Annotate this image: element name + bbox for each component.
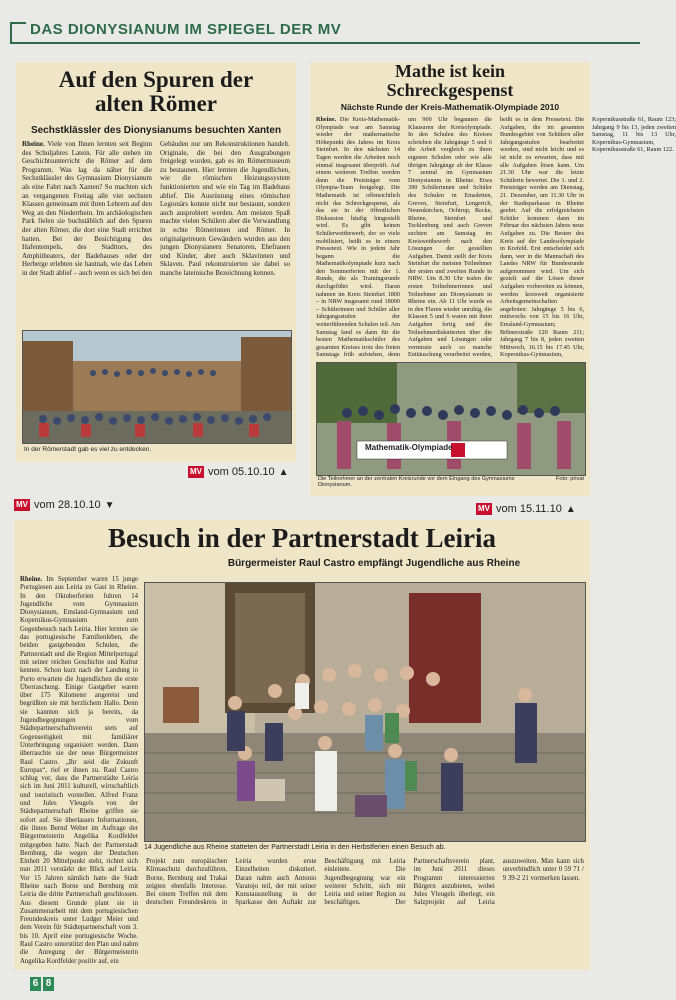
- roemer-photo-svg: [23, 331, 291, 443]
- article-leiria: [14, 520, 590, 970]
- dateline: Rheine.: [20, 576, 43, 583]
- mv-date-0510: vom 05.10.10: [208, 466, 275, 478]
- leiria-photo-svg: [145, 583, 585, 841]
- triangle-down-icon: ▼: [104, 499, 115, 511]
- leiria-group-photo: [144, 582, 586, 842]
- article-roemer-headline: Auf den Spuren der alten Römer: [58, 67, 254, 117]
- roemer-group-photo: [22, 330, 292, 444]
- article-mathe-headline: Mathe ist kein Schreckgespenst: [386, 61, 514, 100]
- header-title: DAS DIONYSIANUM IM SPIEGEL DER MV: [30, 21, 342, 38]
- article-leiria-body-cont: [146, 858, 584, 966]
- mv-date-2810: vom 28.10.10: [34, 499, 101, 511]
- triangle-up-icon: ▲: [278, 466, 289, 478]
- mv-date-1511: vom 15.11.10: [496, 503, 562, 515]
- page-number-digit-1: 6: [30, 977, 41, 991]
- mv-logo: MV: [16, 500, 28, 509]
- article-leiria-body: Rheine. Im September waren 15 junge Portugiesen aus Leiria zu Gast in Rheine. In den Oktoberferien fuhren 14 Jugendliche vom Gymnasium Dionysianum, Emsland-Gymnasium und Kopernikus-Gymnasium zum Gegenbesuch nach Leiria. Hier lernten sie das portugiesische Familienleben, die beiden gastgebenden Schulen, die Partnerstadt und die Region Mittelportugal mit seiner reichen Geschichte und Kultur kennen. Schon kurz nach der Landung in Porto erwartete die Jugendlichen die erste Überraschung. Einige Gastgeber waren über 175 Kilometer angereist und begrüßten sie mit herzlichem Hallo. Denn sie kannten sich ja bereits, da Jugendbegegnungen vom Städtepartnerschaftsverein stets auf Gegenseitigkeit mit familiärer Unterbringung organisiert werden. Dann überraschte sie der neue Bürgermeister Raul Castro. „Ihr seid die Zukunft Europas“, rief er ihnen zu. Raul Castro schlug vor, dass die Partnerstädte Leiria sich im Juni 2011 kulturell, wirtschaftlich und touristisch vorstellen. Alfred Franz und Jules Vleugels von der Städtepartnerschaft Rheine griffen sie sofort auf. Sie überlassen Informationen, die ihnen Bernd Weber im Auftrage der Bürgermeisterin Angelika Kordfelder mitgegeben hatte. Nach der Partnerstadt Bernburg, die wegen der Deutschen Einheit 20 Mittelpunkt steht, richtet sich nun 2011 verstärkt der Blick auf Leiria. Vor 15 Jahren nämlich hatte die Stadt Rheine nach Borne und Bernburg mit Leiria die dritte Partnerschaft geschlossen. Aus diesem Grunde plant sie in Zusammenarbeit mit dem portugiesischen Freundeskreis unter Ludger Meier und dem Verein für Städtepartnerschaft vom 3. bis 10. April eine portugiesische Woche. Raul Castro unterstützt den Plan und nahm die Anregung der Bürgermeisterin Angelika Kordfelder positiv auf, ein: [20, 576, 138, 965]
- mathe-group-photo: [316, 362, 586, 476]
- roemer-photo-caption: In der Römerstadt gab es viel zu entdecken.: [24, 446, 152, 453]
- page-number-digit-2: 8: [43, 977, 54, 991]
- mv-stamp-1511: [476, 503, 576, 515]
- article-roemer: [16, 62, 296, 462]
- header-bracket: [10, 22, 26, 44]
- article-leiria-subhead: Bürgermeister Raul Castro empfängt Jugendliche aus Rheine: [227, 558, 521, 569]
- mv-logo: MV: [190, 467, 202, 476]
- triangle-up-icon: ▲: [565, 503, 576, 515]
- mathe-photo-caption: Die Teilnehmer an der zentralen Kreisrunde vor dem Eingang des Gymnasiums Dionysianum.: [318, 476, 515, 488]
- article-mathe-subhead: Nächste Runde der Kreis-Mathematik-Olympiade 2010: [340, 102, 560, 112]
- mv-stamp-2810: [14, 499, 115, 511]
- article-leiria-headline: Besuch in der Partnerstadt Leiria: [108, 523, 496, 553]
- article-mathe: [310, 61, 676, 496]
- article-roemer-subhead: Sechstklässler des Dionysianums besuchten Xanten: [30, 125, 282, 136]
- article-roemer-body: Rheine. Viele von Ihnen lernten seit Beginn des Schuljahres Latein. Für alle stehen im Geschichtsunterricht die Römer auf dem Programm. Was lag da näher für die Sechstklässler des Gymnasium Dionysianum als eine Fahrt nach Xanten? So machten sich an vergangenen Freitag alle vier sechsten Klassen gemeinsam mit ihren Lehrern auf den Weg an den Niederrhein. Im archäologischen Park fielen sie buchstäblich auf den Spuren der alten Römer, die dort eine Stadt errichtet hatten. Bei der Besichtigung des Hafentempels, des Stadttors, des Amphitheaters, der Badehauses oder der Herberge erlebten sie hautnah, wie das Leben in der Stadt ablief – auch wenn es sich bei den Gebäuden nur um Rekonstruktionen handelt. Originale, die bei den Ausgrabungen freigelegt wurden, gab es im Römermuseum zu bestaunen. Hier lernten die Jugendlichen, wie die römischen Heizungssystem funktionierten und wie ein Tag im Badehaus ablief. Die Ausrüstung eines römischen Legionärs konnte nicht nur bestaunt, sondern auch ausprobiert werden. Am meisten Spaß machte vielen Schülern aber die Verwandlung in echte Römerinnen und Römer. In originalgetreuen Gewändern wurden aus den jungen Dionysianern Senatoren, Ehefrauen und Kinder, aber auch Sklavinnen und Sklaven. Paul rekonstruierten sie dabei so manche lateinische Bezeichnung kennen.: [22, 140, 290, 277]
- article-leiria-body-continued-note: Projekt zum europäischen Klimaschutz durchzuführen. Borne, Bernburg und Trakai zeigten ebenfalls Interesse. Bei einem Treffen mit dem deutschen Freundeskreis in Leiria wurden erste Einzelheiten diskutiert. Daran nahm auch Antonio Varatojo teil, der mit seiner Kunstausstellung in der Sparkasse den Auftakt zur Beschäftigung mit Leiria einleitete. Die Jugendbegegnung war ein weiterer Schritt, sich mit Leiria und seiner Region zu beschäftigen. Der Partnerschaftsverein plant, im Juni 2011 dieses Programm interessierten Bürgern anzubieten, wobei Jules Vleugels überlegt, ein Salzprojekt auf Leiria auszuweiten. Man kann sich unverbindlich unter 0 59 71 / 9 39-2 21 vormerken lassen.: [146, 858, 584, 907]
- dateline: Rheine.: [316, 116, 337, 123]
- mathe-photo-banner: Mathematik-Olympiade: [365, 443, 453, 452]
- mathe-photo-svg: [317, 363, 585, 475]
- mathe-photo-credit: Foto: privat: [556, 476, 584, 482]
- dateline: Rheine.: [22, 140, 45, 148]
- leiria-photo-caption: 14 Jugendliche aus Rheine statteten der Partnerstadt Leiria in den Herbstferien einen Besuch ab.: [144, 844, 446, 851]
- article-mathe-body: Rheine. Die Kreis-Mathematik-Olympiade war am Samstag wieder der mathematische Höhepunkt des Jahres im Kreis Steinfurt. In den nächsten 14 Tagen werden die Arbeiten noch einmal insgesamt überprüft. Auf einem weiteren Treffen werden dann die Preisträger vom Olympia-Team festgelegt. Die Mathematik ist offensichtlich nicht das Schreckgespenst, als das sie in der öffentlichen Diskussion häufig hingestellt wird. Es gibt keinen Schülerwettbewerb, der so viele mobilisiert, heißt es in einem Pressetext. Wie in jedem Jahr begann die Mathematikolympiade kurz nach den Sommerferien mit der 1. Runde, die als Trainingsrunde durchgeführt wird. Daran nahmen im Kreis Steinfurt 1800 – in NRW insgesamt rund 18000 – Schülerinnen und Schüler aller Jahrgangsstufen der weiterführenden Schulen teil. Am Samstag fand es dann für die besten Mathematikschüler des gesamten Kreises trotz des freien Samstags früh aufstehen, denn um 900 Uhr begannen die Klausuren der Kreisolympiade. In den Schulen des Kreises schrieben die Jahrgänge 5 und 6 die Arbeit vergleich zu ihren eigenen Schulen oder wie alle übrigen Jahrgänge ab der Klasse 7 zentral im Gymnasium Dionysianum in Rheine. Etwa 390 Schülerinnen und Schüler des Schulen in Emsdetten, Greven, Steinfurt, Lengerich, Neuenkirchen, Ochtrup, Recke, Rheine, Steinfurt und Tecklenburg und auch Greven suchten am Samstag im Kreiswettbewerb nach den Lösungen der gestellten Aufgaben. Damit stellt der Kreis Steinfurt die meisten Teilnehmer der ersten und zweiten Runde in NRW. Um 8.30 Uhr trafen die ersten Teilnehmerinnen und Teilnehmer am Dionysianum in Rheine ein. Ab 11 Uhr wurde es in den Fluren wieder unruhig, die Klassen 5 und 6 waren mit ihren Aufgaben fertig und die Teilnehmerdiskutierten über die Aufgaben und Lösungen oder vermisste auch so manche Enttäuschung verarbeitet werden, heißt es in dem Pressetext. Die Aufgaben, die im gesamten Bundesgebiet von Schülern aller Jahrgangsstufen bearbeitet werden, sind nicht leicht und es ist nicht zu erwarten, dass mit alle Aufgaben lösen kann. Um 21.30 Uhr war die letzte Schülerin bewertet. Die 1. und 2. Preisträger werden am Dienstag, 21. Dezember, um 11.30 Uhr in der Stadtsparkasse in Rheine geehrt. Auf die erfolgreichsten Schüler kommen dann im Februar des nächsten Jahres neue Aufgaben zu. Die Besten des Kreis auf der Landesolympiade in Krefeld. Erst entscheidet sich dann, wer in die Mannschaft des Landes NRW für Bundesrunde aufgenommen wird. Um sich gezielt auf die Lösen dieser Aufgaben vorbereiten zu können, werden kreisweit organisierte Arbeitsgemeinschaften angeboten: Jahrgänge 5 bis 6, mittwochs von 15 bis 16 Uhr, Emsland-Gymnasium; Böhnerstraße 120 Raum 211; Jahrgang 7 bis 8, jeden zweiten Mittwoch, 16.15 bis 17.45 Uhr, Kopernikus-Gymnasium, Kopernikusstraße 61, Raum 123; Jahrgang 9 bis 13, jeden zweiten Samstag, 11 bis 13 Uhr, Kopernikus-Gymnasium, Kopernikusstraße 61, Raum 122.: [316, 116, 676, 359]
- mv-stamp-0510: [188, 466, 289, 478]
- header-rule: [10, 42, 640, 44]
- mv-logo: MV: [478, 504, 490, 513]
